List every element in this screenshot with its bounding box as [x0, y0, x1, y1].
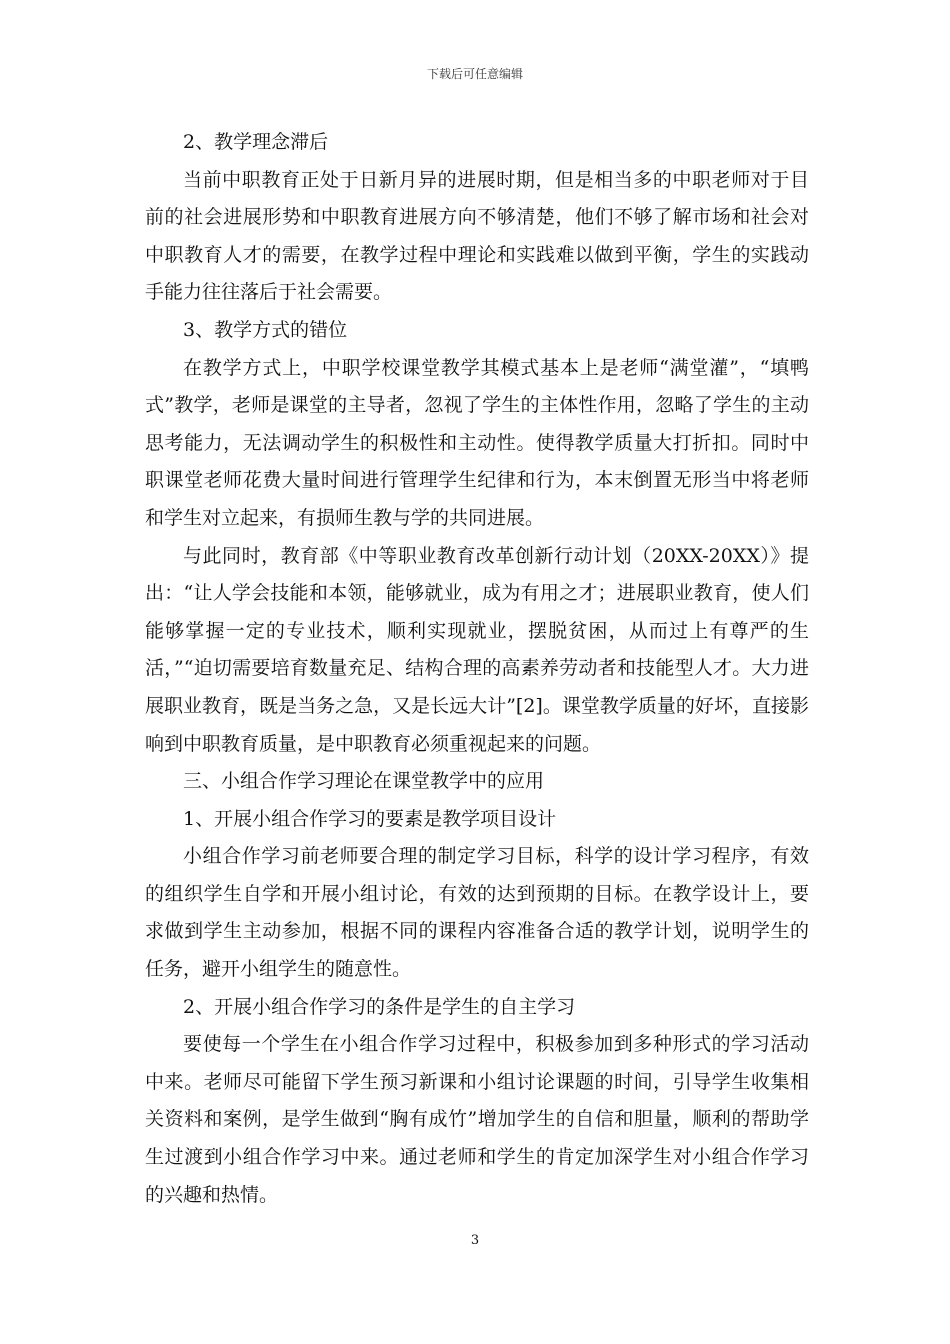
subsection-heading-self-learning: 2、开展小组合作学习的条件是学生的自主学习 [183, 995, 576, 1018]
section-heading-teaching-method: 3、教学方式的错位 [183, 318, 348, 341]
subsection-heading-project-design: 1、开展小组合作学习的要素是教学项目设计 [183, 807, 557, 830]
paragraph-teaching-concept: 当前中职教育正处于日新月异的进展时期，但是相当多的中职老师对于目前的社会进展形势和中职教育进展方向不够清楚，他们不够了解市场和社会对中职教育人才的需要，在教学过程中理论和实践难以做到平衡，学生的实践动手能力往往落后于社会需要。 [145, 168, 809, 304]
paragraph-self-learning: 要使每一个学生在小组合作学习过程中，积极参加到多种形式的学习活动中来。老师尽可能留下学生预习新课和小组讨论课题的时间，引导学生收集相关资料和案例，是学生做到“胸有成竹”增加学生的自信和胆量，顺利的帮助学生过渡到小组合作学习中来。通过老师和学生的肯定加深学生对小组合作学习的兴趣和热情。 [145, 1033, 809, 1206]
section-heading-group-learning: 三、小组合作学习理论在课堂教学中的应用 [183, 770, 545, 793]
paragraph-project-design: 小组合作学习前老师要合理的制定学习目标，科学的设计学习程序，有效的组织学生自学和开展小组讨论，有效的达到预期的目标。在教学设计上，要求做到学生主动参加，根据不同的课程内容准备合适的教学计划，说明学生的任务，避开小组学生的随意性。 [145, 845, 809, 981]
section-heading-teaching-concept: 2、教学理念滞后 [183, 131, 329, 153]
paragraph-teaching-method: 在教学方式上，中职学校课堂教学其模式基本上是老师“满堂灌”，“填鸭式”教学，老师是课堂的主导者，忽视了学生的主体性作用，忽略了学生的主动思考能力，无法调动学生的积极性和主动性。使得教学质量大打折扣。同时中职课堂老师花费大量时间进行管理学生纪律和行为，本末倒置无形当中将老师和学生对立起来，有损师生教与学的共同进展。 [145, 356, 809, 529]
document-body [145, 124, 809, 1214]
page-header: 下载后可任意编辑 [426, 67, 523, 81]
paragraph-action-plan: 与此同时，教育部《中等职业教育改革创新行动计划（20XX-20XX）》提出：“让人学会技能和本领，能够就业，成为有用之才；进展职业教育，使人们能够掌握一定的专业技术，顺利实现就业，摆脱贫困，从而过上有尊严的生活，”“迫切需要培育数量充足、结构合理的高素养劳动者和技能型人才。大力进展职业教育，既是当务之急，又是长远大计”[2]。课堂教学质量的好坏，直接影响到中职教育质量，是中职教育必须重视起来的问题。 [145, 544, 809, 755]
page-number: 3 [470, 1233, 480, 1248]
